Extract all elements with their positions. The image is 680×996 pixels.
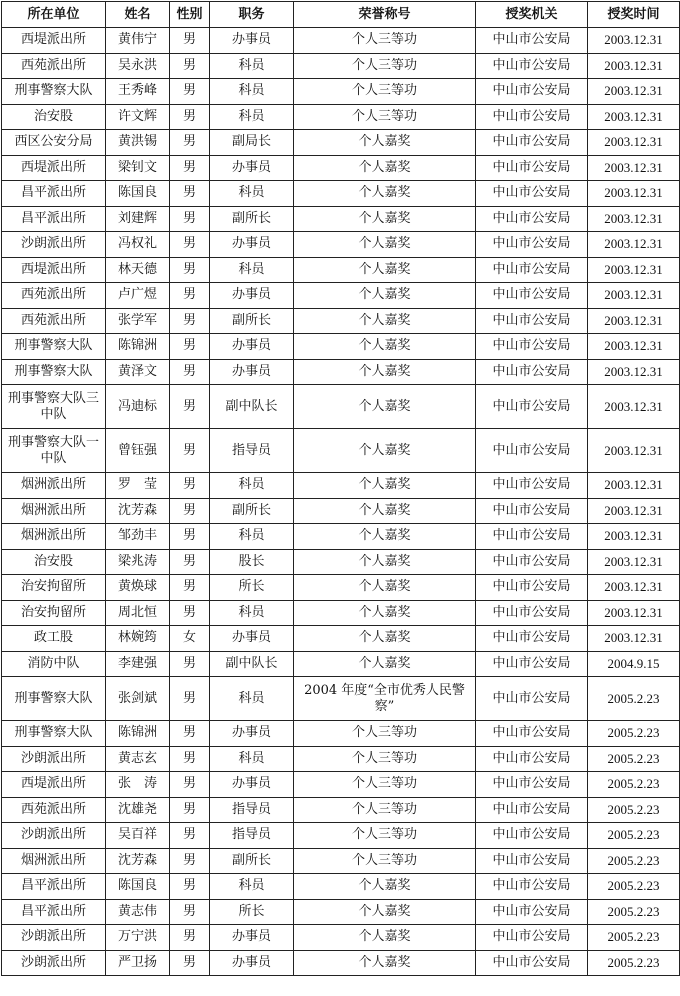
table-row (2, 721, 680, 747)
cell-gender: 男 (170, 848, 210, 874)
cell-date: 2003.12.31 (588, 53, 680, 79)
cell-date: 2003.12.31 (588, 257, 680, 283)
cell-date: 2003.12.31 (588, 155, 680, 181)
cell-date: 2003.12.31 (588, 181, 680, 207)
cell-position: 办事员 (210, 772, 294, 798)
cell-name: 黄志伟 (106, 899, 170, 925)
cell-date: 2003.12.31 (588, 334, 680, 360)
cell-date: 2003.12.31 (588, 79, 680, 105)
cell-name: 张 涛 (106, 772, 170, 798)
cell-honor: 个人嘉奖 (294, 575, 476, 601)
cell-gender: 男 (170, 257, 210, 283)
cell-name: 严卫扬 (106, 950, 170, 976)
cell-name: 曾钰强 (106, 429, 170, 473)
header-unit: 所在单位 (2, 2, 106, 28)
cell-gender: 男 (170, 359, 210, 385)
cell-gender: 男 (170, 53, 210, 79)
cell-honor: 个人嘉奖 (294, 257, 476, 283)
cell-name: 林天德 (106, 257, 170, 283)
cell-position: 副所长 (210, 498, 294, 524)
cell-authority: 中山市公安局 (476, 549, 588, 575)
table-row (2, 524, 680, 550)
cell-position: 副中队长 (210, 651, 294, 677)
cell-name: 黄焕球 (106, 575, 170, 601)
cell-honor: 个人嘉奖 (294, 385, 476, 429)
cell-gender: 女 (170, 626, 210, 652)
cell-name: 沈雄尧 (106, 797, 170, 823)
cell-date: 2003.12.31 (588, 130, 680, 156)
cell-gender: 男 (170, 429, 210, 473)
cell-honor: 个人嘉奖 (294, 874, 476, 900)
cell-position: 科员 (210, 53, 294, 79)
table-row (2, 79, 680, 105)
cell-name: 陈国良 (106, 874, 170, 900)
cell-name: 罗 莹 (106, 473, 170, 499)
cell-honor: 个人嘉奖 (294, 283, 476, 309)
cell-gender: 男 (170, 677, 210, 721)
cell-authority: 中山市公安局 (476, 28, 588, 54)
cell-position: 副所长 (210, 308, 294, 334)
cell-honor: 个人三等功 (294, 823, 476, 849)
cell-position: 办事员 (210, 28, 294, 54)
cell-authority: 中山市公安局 (476, 626, 588, 652)
header-date: 授奖时间 (588, 2, 680, 28)
cell-date: 2003.12.31 (588, 575, 680, 601)
cell-gender: 男 (170, 308, 210, 334)
cell-honor: 个人嘉奖 (294, 600, 476, 626)
cell-name: 吴百祥 (106, 823, 170, 849)
cell-position: 科员 (210, 257, 294, 283)
table-row (2, 575, 680, 601)
cell-honor: 个人嘉奖 (294, 429, 476, 473)
cell-gender: 男 (170, 874, 210, 900)
table-row (2, 899, 680, 925)
cell-gender: 男 (170, 721, 210, 747)
cell-authority: 中山市公安局 (476, 575, 588, 601)
cell-authority: 中山市公安局 (476, 429, 588, 473)
table-row (2, 53, 680, 79)
cell-honor: 个人嘉奖 (294, 181, 476, 207)
cell-gender: 男 (170, 232, 210, 258)
cell-honor: 个人嘉奖 (294, 359, 476, 385)
table-row (2, 549, 680, 575)
cell-position: 股长 (210, 549, 294, 575)
cell-date: 2005.2.23 (588, 677, 680, 721)
cell-honor: 个人嘉奖 (294, 232, 476, 258)
cell-authority: 中山市公安局 (476, 385, 588, 429)
cell-name: 梁兆涛 (106, 549, 170, 575)
cell-honor: 个人嘉奖 (294, 651, 476, 677)
cell-gender: 男 (170, 575, 210, 601)
cell-date: 2005.2.23 (588, 823, 680, 849)
cell-unit: 刑事警察大队一中队 (2, 429, 106, 473)
cell-honor: 个人嘉奖 (294, 130, 476, 156)
cell-honor: 个人三等功 (294, 772, 476, 798)
cell-name: 吴永洪 (106, 53, 170, 79)
cell-authority: 中山市公安局 (476, 498, 588, 524)
table-row (2, 308, 680, 334)
cell-position: 副中队长 (210, 385, 294, 429)
cell-authority: 中山市公安局 (476, 155, 588, 181)
cell-name: 沈芳森 (106, 848, 170, 874)
cell-honor: 个人嘉奖 (294, 308, 476, 334)
table-row (2, 206, 680, 232)
table-row (2, 385, 680, 429)
cell-unit: 刑事警察大队 (2, 334, 106, 360)
cell-date: 2003.12.31 (588, 104, 680, 130)
cell-unit: 治安拘留所 (2, 600, 106, 626)
cell-unit: 昌平派出所 (2, 899, 106, 925)
cell-date: 2005.2.23 (588, 899, 680, 925)
cell-unit: 沙朗派出所 (2, 950, 106, 976)
cell-authority: 中山市公安局 (476, 257, 588, 283)
cell-gender: 男 (170, 334, 210, 360)
cell-position: 办事员 (210, 334, 294, 360)
header-row (2, 2, 680, 28)
table-row (2, 848, 680, 874)
cell-unit: 西苑派出所 (2, 797, 106, 823)
table-row (2, 677, 680, 721)
cell-gender: 男 (170, 549, 210, 575)
header-authority: 授奖机关 (476, 2, 588, 28)
cell-gender: 男 (170, 651, 210, 677)
table-row (2, 498, 680, 524)
cell-gender: 男 (170, 772, 210, 798)
cell-position: 科员 (210, 874, 294, 900)
cell-honor: 2004 年度“全市优秀人民警察” (294, 677, 476, 721)
cell-name: 万宁洪 (106, 925, 170, 951)
cell-gender: 男 (170, 823, 210, 849)
table-row (2, 283, 680, 309)
table-row (2, 359, 680, 385)
cell-name: 许文辉 (106, 104, 170, 130)
cell-authority: 中山市公安局 (476, 283, 588, 309)
cell-gender: 男 (170, 524, 210, 550)
cell-position: 办事员 (210, 950, 294, 976)
cell-authority: 中山市公安局 (476, 53, 588, 79)
table-row (2, 257, 680, 283)
cell-authority: 中山市公安局 (476, 130, 588, 156)
cell-name: 刘建辉 (106, 206, 170, 232)
table-row (2, 797, 680, 823)
cell-unit: 沙朗派出所 (2, 823, 106, 849)
cell-name: 黄志玄 (106, 746, 170, 772)
cell-date: 2004.9.15 (588, 651, 680, 677)
table-row (2, 772, 680, 798)
cell-unit: 沙朗派出所 (2, 232, 106, 258)
cell-name: 冯迪标 (106, 385, 170, 429)
cell-name: 张剑斌 (106, 677, 170, 721)
cell-name: 黄洪锡 (106, 130, 170, 156)
cell-position: 指导员 (210, 429, 294, 473)
cell-honor: 个人嘉奖 (294, 498, 476, 524)
cell-authority: 中山市公安局 (476, 600, 588, 626)
cell-unit: 治安股 (2, 549, 106, 575)
cell-honor: 个人嘉奖 (294, 206, 476, 232)
cell-honor: 个人三等功 (294, 721, 476, 747)
cell-position: 科员 (210, 746, 294, 772)
cell-date: 2005.2.23 (588, 925, 680, 951)
cell-position: 副局长 (210, 130, 294, 156)
cell-unit: 政工股 (2, 626, 106, 652)
cell-position: 所长 (210, 575, 294, 601)
cell-honor: 个人嘉奖 (294, 334, 476, 360)
cell-honor: 个人三等功 (294, 79, 476, 105)
cell-authority: 中山市公安局 (476, 524, 588, 550)
cell-unit: 西苑派出所 (2, 283, 106, 309)
cell-unit: 刑事警察大队三中队 (2, 385, 106, 429)
header-gender: 性别 (170, 2, 210, 28)
cell-unit: 烟洲派出所 (2, 473, 106, 499)
table-row (2, 600, 680, 626)
table-row (2, 429, 680, 473)
table-row (2, 746, 680, 772)
cell-name: 卢广煜 (106, 283, 170, 309)
cell-position: 办事员 (210, 232, 294, 258)
cell-gender: 男 (170, 283, 210, 309)
cell-position: 科员 (210, 473, 294, 499)
cell-date: 2005.2.23 (588, 772, 680, 798)
cell-unit: 刑事警察大队 (2, 359, 106, 385)
cell-name: 沈芳森 (106, 498, 170, 524)
cell-unit: 西苑派出所 (2, 308, 106, 334)
cell-unit: 沙朗派出所 (2, 746, 106, 772)
cell-position: 指导员 (210, 823, 294, 849)
cell-gender: 男 (170, 950, 210, 976)
cell-date: 2003.12.31 (588, 626, 680, 652)
cell-gender: 男 (170, 925, 210, 951)
cell-name: 黄伟宁 (106, 28, 170, 54)
cell-authority: 中山市公安局 (476, 79, 588, 105)
cell-authority: 中山市公安局 (476, 746, 588, 772)
cell-honor: 个人嘉奖 (294, 950, 476, 976)
table-row (2, 155, 680, 181)
cell-name: 邹劲丰 (106, 524, 170, 550)
cell-unit: 烟洲派出所 (2, 524, 106, 550)
cell-honor: 个人三等功 (294, 53, 476, 79)
cell-position: 所长 (210, 899, 294, 925)
cell-date: 2003.12.31 (588, 232, 680, 258)
cell-gender: 男 (170, 899, 210, 925)
header-name: 姓名 (106, 2, 170, 28)
table-row (2, 181, 680, 207)
table-row (2, 874, 680, 900)
cell-name: 陈锦洲 (106, 721, 170, 747)
cell-date: 2003.12.31 (588, 359, 680, 385)
cell-name: 王秀峰 (106, 79, 170, 105)
cell-unit: 沙朗派出所 (2, 925, 106, 951)
cell-authority: 中山市公安局 (476, 359, 588, 385)
cell-position: 科员 (210, 79, 294, 105)
cell-gender: 男 (170, 385, 210, 429)
cell-position: 科员 (210, 181, 294, 207)
table-row (2, 823, 680, 849)
cell-unit: 刑事警察大队 (2, 677, 106, 721)
cell-unit: 刑事警察大队 (2, 79, 106, 105)
cell-gender: 男 (170, 498, 210, 524)
table-row (2, 626, 680, 652)
cell-honor: 个人嘉奖 (294, 626, 476, 652)
cell-position: 副所长 (210, 848, 294, 874)
cell-honor: 个人嘉奖 (294, 473, 476, 499)
cell-name: 梁钊文 (106, 155, 170, 181)
cell-honor: 个人三等功 (294, 28, 476, 54)
cell-date: 2003.12.31 (588, 524, 680, 550)
table-header (2, 2, 680, 28)
cell-unit: 西堤派出所 (2, 257, 106, 283)
table-row (2, 232, 680, 258)
cell-honor: 个人嘉奖 (294, 524, 476, 550)
table-row (2, 950, 680, 976)
cell-unit: 烟洲派出所 (2, 498, 106, 524)
cell-unit: 西堤派出所 (2, 772, 106, 798)
cell-honor: 个人嘉奖 (294, 155, 476, 181)
cell-date: 2005.2.23 (588, 797, 680, 823)
cell-honor: 个人三等功 (294, 797, 476, 823)
table-row (2, 334, 680, 360)
cell-gender: 男 (170, 206, 210, 232)
cell-authority: 中山市公安局 (476, 308, 588, 334)
cell-unit: 治安拘留所 (2, 575, 106, 601)
cell-position: 办事员 (210, 155, 294, 181)
cell-date: 2003.12.31 (588, 549, 680, 575)
table-row (2, 473, 680, 499)
cell-authority: 中山市公安局 (476, 651, 588, 677)
cell-authority: 中山市公安局 (476, 797, 588, 823)
cell-gender: 男 (170, 181, 210, 207)
cell-unit: 烟洲派出所 (2, 848, 106, 874)
cell-date: 2003.12.31 (588, 385, 680, 429)
cell-date: 2005.2.23 (588, 874, 680, 900)
cell-position: 办事员 (210, 283, 294, 309)
cell-authority: 中山市公安局 (476, 950, 588, 976)
cell-position: 办事员 (210, 721, 294, 747)
cell-honor: 个人三等功 (294, 104, 476, 130)
cell-position: 办事员 (210, 925, 294, 951)
cell-position: 科员 (210, 104, 294, 130)
cell-name: 周北恒 (106, 600, 170, 626)
cell-date: 2003.12.31 (588, 283, 680, 309)
cell-authority: 中山市公安局 (476, 473, 588, 499)
cell-authority: 中山市公安局 (476, 104, 588, 130)
cell-gender: 男 (170, 104, 210, 130)
cell-authority: 中山市公安局 (476, 232, 588, 258)
cell-unit: 西苑派出所 (2, 53, 106, 79)
cell-authority: 中山市公安局 (476, 848, 588, 874)
cell-authority: 中山市公安局 (476, 823, 588, 849)
cell-position: 科员 (210, 600, 294, 626)
cell-unit: 西区公安分局 (2, 130, 106, 156)
header-honor: 荣誉称号 (294, 2, 476, 28)
cell-gender: 男 (170, 79, 210, 105)
cell-authority: 中山市公安局 (476, 721, 588, 747)
cell-position: 副所长 (210, 206, 294, 232)
cell-honor: 个人三等功 (294, 746, 476, 772)
cell-gender: 男 (170, 130, 210, 156)
cell-position: 指导员 (210, 797, 294, 823)
cell-name: 冯权礼 (106, 232, 170, 258)
cell-unit: 昌平派出所 (2, 874, 106, 900)
cell-gender: 男 (170, 746, 210, 772)
cell-authority: 中山市公安局 (476, 874, 588, 900)
cell-authority: 中山市公安局 (476, 772, 588, 798)
cell-name: 李建强 (106, 651, 170, 677)
cell-authority: 中山市公安局 (476, 334, 588, 360)
cell-unit: 消防中队 (2, 651, 106, 677)
cell-authority: 中山市公安局 (476, 899, 588, 925)
cell-name: 张学军 (106, 308, 170, 334)
table-row (2, 130, 680, 156)
cell-date: 2005.2.23 (588, 721, 680, 747)
cell-date: 2003.12.31 (588, 600, 680, 626)
cell-authority: 中山市公安局 (476, 677, 588, 721)
awards-table (1, 1, 680, 976)
cell-date: 2003.12.31 (588, 206, 680, 232)
table-row (2, 104, 680, 130)
cell-honor: 个人嘉奖 (294, 925, 476, 951)
table-row (2, 925, 680, 951)
cell-name: 黄泽文 (106, 359, 170, 385)
cell-honor: 个人嘉奖 (294, 899, 476, 925)
cell-position: 办事员 (210, 626, 294, 652)
cell-unit: 刑事警察大队 (2, 721, 106, 747)
cell-date: 2003.12.31 (588, 429, 680, 473)
cell-date: 2005.2.23 (588, 848, 680, 874)
cell-date: 2003.12.31 (588, 308, 680, 334)
header-position: 职务 (210, 2, 294, 28)
table-row (2, 28, 680, 54)
cell-name: 陈锦洲 (106, 334, 170, 360)
cell-date: 2003.12.31 (588, 473, 680, 499)
cell-authority: 中山市公安局 (476, 206, 588, 232)
cell-gender: 男 (170, 797, 210, 823)
cell-honor: 个人三等功 (294, 848, 476, 874)
cell-unit: 西堤派出所 (2, 155, 106, 181)
cell-gender: 男 (170, 28, 210, 54)
cell-authority: 中山市公安局 (476, 925, 588, 951)
cell-gender: 男 (170, 473, 210, 499)
cell-position: 办事员 (210, 359, 294, 385)
cell-date: 2005.2.23 (588, 746, 680, 772)
cell-gender: 男 (170, 155, 210, 181)
cell-date: 2005.2.23 (588, 950, 680, 976)
table-row (2, 651, 680, 677)
cell-unit: 治安股 (2, 104, 106, 130)
cell-gender: 男 (170, 600, 210, 626)
cell-position: 科员 (210, 677, 294, 721)
cell-name: 陈国良 (106, 181, 170, 207)
cell-unit: 昌平派出所 (2, 181, 106, 207)
cell-unit: 西堤派出所 (2, 28, 106, 54)
table-body (2, 28, 680, 976)
cell-unit: 昌平派出所 (2, 206, 106, 232)
cell-date: 2003.12.31 (588, 498, 680, 524)
cell-date: 2003.12.31 (588, 28, 680, 54)
cell-authority: 中山市公安局 (476, 181, 588, 207)
cell-name: 林婉筠 (106, 626, 170, 652)
cell-honor: 个人嘉奖 (294, 549, 476, 575)
cell-position: 科员 (210, 524, 294, 550)
